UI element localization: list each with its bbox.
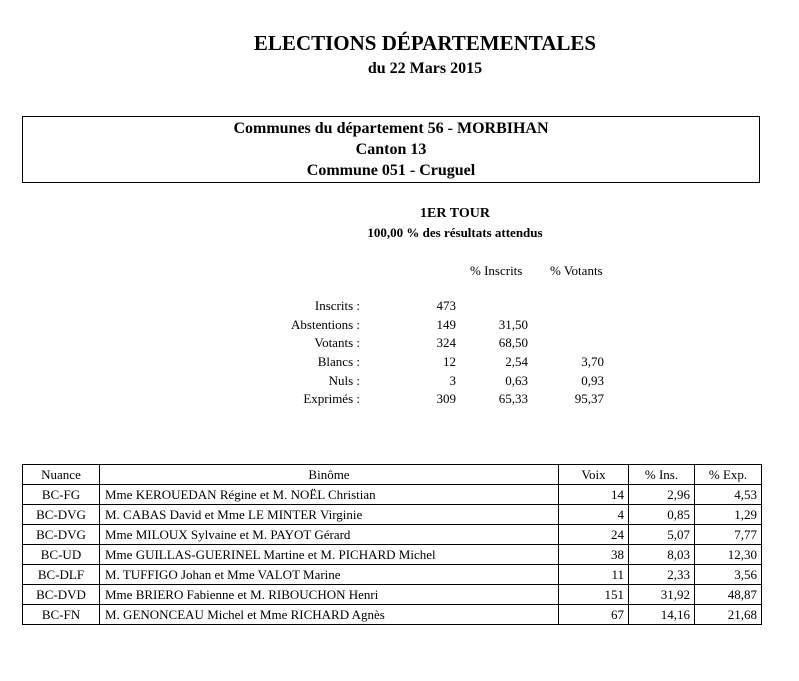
stat-row-abstentions bbox=[0, 316, 799, 334]
stat-row-nuls bbox=[0, 372, 799, 390]
stat-count: 3 bbox=[449, 373, 456, 388]
table-header-row bbox=[23, 465, 762, 485]
stat-row-blancs bbox=[0, 353, 799, 371]
stat-label: Blancs : bbox=[317, 354, 360, 369]
page-title: ELECTIONS DÉPARTEMENTALES bbox=[253, 31, 597, 55]
cell-pct-exp: 1,29 bbox=[695, 505, 762, 525]
cell-voix: 11 bbox=[559, 565, 629, 585]
header-pct-exp: % Exp. bbox=[695, 465, 762, 485]
table-row bbox=[23, 485, 762, 505]
stat-count: 149 bbox=[436, 317, 456, 332]
cell-pct-ins: 31,92 bbox=[629, 585, 695, 605]
cell-pct-ins: 2,96 bbox=[629, 485, 695, 505]
table-row bbox=[23, 605, 762, 625]
stat-pct-votants: 95,37 bbox=[574, 391, 604, 406]
header-binome: Binôme bbox=[100, 465, 559, 485]
cell-binome: Mme BRIERO Fabienne et M. RIBOUCHON Henri bbox=[100, 585, 559, 605]
cell-binome: M. GENONCEAU Michel et Mme RICHARD Agnès bbox=[100, 605, 559, 625]
stat-pct-inscrits: 2,54 bbox=[505, 354, 528, 369]
cell-pct-ins: 0,85 bbox=[629, 505, 695, 525]
header-nuance: Nuance bbox=[23, 465, 100, 485]
cell-voix: 24 bbox=[559, 525, 629, 545]
stat-row-exprimes bbox=[0, 390, 799, 408]
cell-binome: Mme KEROUEDAN Régine et M. NOËL Christian bbox=[100, 485, 559, 505]
cell-binome: Mme MILOUX Sylvaine et M. PAYOT Gérard bbox=[100, 525, 559, 545]
cell-nuance: BC-DLF bbox=[23, 565, 100, 585]
cell-nuance: BC-DVD bbox=[23, 585, 100, 605]
table-row bbox=[23, 505, 762, 525]
cell-voix: 151 bbox=[559, 585, 629, 605]
stat-row-votants bbox=[0, 334, 799, 352]
cell-nuance: BC-DVG bbox=[23, 525, 100, 545]
stat-pct-inscrits: 68,50 bbox=[498, 335, 528, 350]
round-label: 1ER TOUR bbox=[420, 206, 490, 221]
cell-nuance: BC-FN bbox=[23, 605, 100, 625]
cell-pct-exp: 12,30 bbox=[695, 545, 762, 565]
table-row bbox=[23, 585, 762, 605]
cell-voix: 14 bbox=[559, 485, 629, 505]
cell-nuance: BC-DVG bbox=[23, 505, 100, 525]
stat-pct-votants: 3,70 bbox=[581, 354, 604, 369]
commune-line: Commune 051 - Cruguel bbox=[306, 162, 476, 179]
department-line: Communes du département 56 - MORBIHAN bbox=[233, 120, 549, 137]
cell-pct-ins: 8,03 bbox=[629, 545, 695, 565]
col-header-pct-votants: % Votants bbox=[550, 263, 603, 278]
election-date: du 22 Mars 2015 bbox=[367, 60, 483, 77]
stat-count: 324 bbox=[436, 335, 456, 350]
cell-nuance: BC-FG bbox=[23, 485, 100, 505]
cell-voix: 4 bbox=[559, 505, 629, 525]
cell-pct-exp: 48,87 bbox=[695, 585, 762, 605]
stat-label: Inscrits : bbox=[314, 298, 360, 313]
col-header-pct-inscrits: % Inscrits bbox=[470, 263, 523, 278]
table-row bbox=[23, 525, 762, 545]
stat-pct-inscrits: 31,50 bbox=[498, 317, 528, 332]
cell-binome: M. CABAS David et Mme LE MINTER Virginie bbox=[100, 505, 559, 525]
cell-voix: 67 bbox=[559, 605, 629, 625]
stat-label: Abstentions : bbox=[291, 317, 360, 332]
cell-pct-exp: 4,53 bbox=[695, 485, 762, 505]
header-pct-ins: % Ins. bbox=[629, 465, 695, 485]
cell-voix: 38 bbox=[559, 545, 629, 565]
table-row bbox=[23, 545, 762, 565]
cell-pct-exp: 21,68 bbox=[695, 605, 762, 625]
stat-label: Votants : bbox=[314, 335, 360, 350]
candidates-table bbox=[22, 464, 762, 625]
stat-count: 473 bbox=[436, 298, 456, 313]
cell-pct-exp: 3,56 bbox=[695, 565, 762, 585]
cell-pct-ins: 5,07 bbox=[629, 525, 695, 545]
table-row bbox=[23, 565, 762, 585]
cell-nuance: BC-UD bbox=[23, 545, 100, 565]
stat-pct-inscrits: 0,63 bbox=[505, 373, 528, 388]
stat-row-inscrits bbox=[0, 297, 799, 315]
cell-binome: Mme GUILLAS-GUERINEL Martine et M. PICHARD Michel bbox=[100, 545, 559, 565]
stat-count: 309 bbox=[436, 391, 456, 406]
cell-pct-exp: 7,77 bbox=[695, 525, 762, 545]
stat-label: Nuls : bbox=[328, 373, 360, 388]
header-voix: Voix bbox=[559, 465, 629, 485]
cell-pct-ins: 2,33 bbox=[629, 565, 695, 585]
canton-line: Canton 13 bbox=[355, 141, 427, 158]
cell-pct-ins: 14,16 bbox=[629, 605, 695, 625]
stat-label: Exprimés : bbox=[303, 391, 360, 406]
commune-info-box bbox=[22, 116, 760, 183]
stat-pct-votants: 0,93 bbox=[581, 373, 604, 388]
cell-binome: M. TUFFIGO Johan et Mme VALOT Marine bbox=[100, 565, 559, 585]
stat-count: 12 bbox=[443, 354, 456, 369]
stat-pct-inscrits: 65,33 bbox=[498, 391, 528, 406]
results-expected: 100,00 % des résultats attendus bbox=[367, 225, 543, 240]
